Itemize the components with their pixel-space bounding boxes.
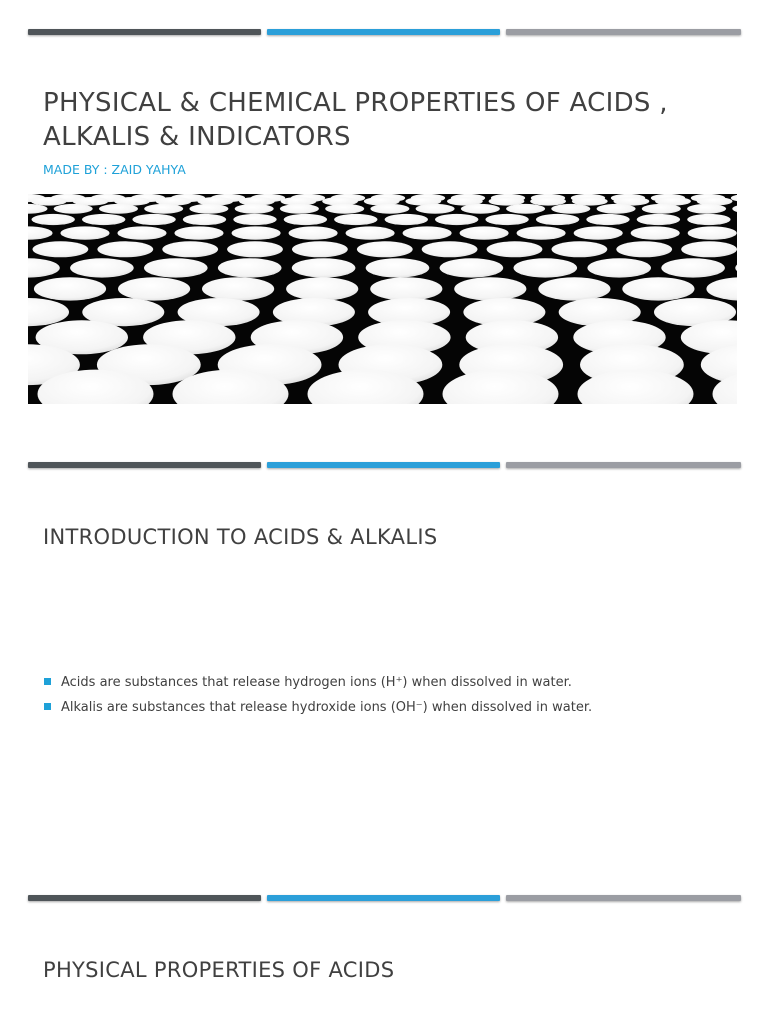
accent-bar-gray <box>506 462 741 468</box>
disc-shape <box>574 226 623 239</box>
slide-1-title: PHYSICAL & CHEMICAL PROPERTIES OF ACIDS , ALKALIS & INDICATORS <box>43 88 668 152</box>
disc-shape <box>162 241 218 257</box>
disc-shape <box>82 214 125 225</box>
accent-bar-dark <box>28 895 261 901</box>
disc-shape <box>435 214 478 225</box>
disc-shape <box>422 241 478 257</box>
disc-shape <box>385 214 428 225</box>
disc-shape <box>552 241 608 257</box>
accent-bar-blue <box>267 462 500 468</box>
accent-bar-dark <box>28 462 261 468</box>
slide-3-title: PHYSICAL PROPERTIES OF ACIDS <box>43 958 395 982</box>
disc-shape <box>54 204 93 214</box>
disc-shape <box>687 204 726 214</box>
disc-shape <box>284 214 327 225</box>
disc-shape <box>280 204 319 214</box>
bullet-text: Alkalis are substances that release hydroxide ions (OH⁻) when dissolved in water. <box>61 700 593 715</box>
accent-bar-dark <box>28 29 261 35</box>
discs-pattern-graphic <box>28 194 737 404</box>
slide-1-subtitle: MADE BY : ZAID YAHYA <box>43 162 186 177</box>
disc-shape <box>233 214 276 225</box>
disc-shape <box>487 241 543 257</box>
disc-shape <box>227 241 283 257</box>
disc-shape <box>637 214 680 225</box>
disc-shape <box>175 226 224 239</box>
disc-shape <box>31 197 67 206</box>
disc-shape <box>33 241 89 257</box>
disc-shape <box>688 226 737 239</box>
disc-shape <box>292 258 356 277</box>
disc-shape <box>118 277 190 300</box>
disc-shape <box>485 214 528 225</box>
slide-3-accent-bars <box>28 895 741 902</box>
disc-shape <box>622 277 694 300</box>
disc-shape <box>292 241 348 257</box>
disc-shape <box>687 214 730 225</box>
square-bullet-icon <box>44 703 51 710</box>
disc-shape <box>289 226 338 239</box>
disc-shape <box>461 204 500 214</box>
disc-shape <box>325 204 364 214</box>
disc-shape <box>514 258 578 277</box>
disc-shape <box>61 226 110 239</box>
disc-shape <box>334 214 377 225</box>
disc-shape <box>661 258 725 277</box>
disc-shape <box>183 214 226 225</box>
disc-shape <box>232 226 281 239</box>
disc-shape <box>32 214 75 225</box>
disc-shape <box>517 226 566 239</box>
disc-shape <box>586 214 629 225</box>
disc-shape <box>551 204 590 214</box>
disc-shape <box>530 197 566 206</box>
disc-shape <box>370 204 409 214</box>
disc-shape <box>403 226 452 239</box>
disc-shape <box>202 277 274 300</box>
disc-shape <box>346 226 395 239</box>
slide-2-title: INTRODUCTION TO ACIDS & ALKALIS <box>43 525 438 549</box>
disc-shape <box>587 258 651 277</box>
accent-bar-gray <box>506 895 741 901</box>
disc-shape <box>370 277 442 300</box>
accent-bar-gray <box>506 29 741 35</box>
bullet-item <box>43 699 592 724</box>
disc-shape <box>460 226 509 239</box>
disc-shape <box>34 277 106 300</box>
bullet-text: Acids are substances that release hydrogen ions (H⁺) when dissolved in water. <box>61 675 572 690</box>
bullet-item <box>43 674 592 699</box>
disc-shape <box>189 204 228 214</box>
hero-image-white-discs <box>28 194 737 404</box>
disc-shape <box>642 204 681 214</box>
disc-shape <box>440 258 504 277</box>
disc-shape <box>286 277 358 300</box>
disc-shape <box>366 258 430 277</box>
slide-2-accent-bars <box>28 462 741 469</box>
disc-shape <box>416 204 455 214</box>
disc-shape <box>144 204 183 214</box>
disc-shape <box>144 258 208 277</box>
disc-shape <box>597 204 636 214</box>
disc-shape <box>235 204 274 214</box>
square-bullet-icon <box>44 678 51 685</box>
accent-bar-blue <box>267 29 500 35</box>
disc-shape <box>454 277 526 300</box>
disc-shape <box>118 226 167 239</box>
disc-shape <box>538 277 610 300</box>
disc-shape <box>132 214 175 225</box>
disc-shape <box>97 241 153 257</box>
disc-shape <box>681 241 737 257</box>
disc-shape <box>99 204 138 214</box>
disc-shape <box>506 204 545 214</box>
disc-shape <box>536 214 579 225</box>
bullet-list <box>43 674 592 724</box>
accent-bar-blue <box>267 895 500 901</box>
disc-shape <box>631 226 680 239</box>
disc-shape <box>70 258 134 277</box>
disc-shape <box>616 241 672 257</box>
disc-shape <box>218 258 282 277</box>
slide-1-accent-bars <box>28 29 741 36</box>
disc-shape <box>357 241 413 257</box>
